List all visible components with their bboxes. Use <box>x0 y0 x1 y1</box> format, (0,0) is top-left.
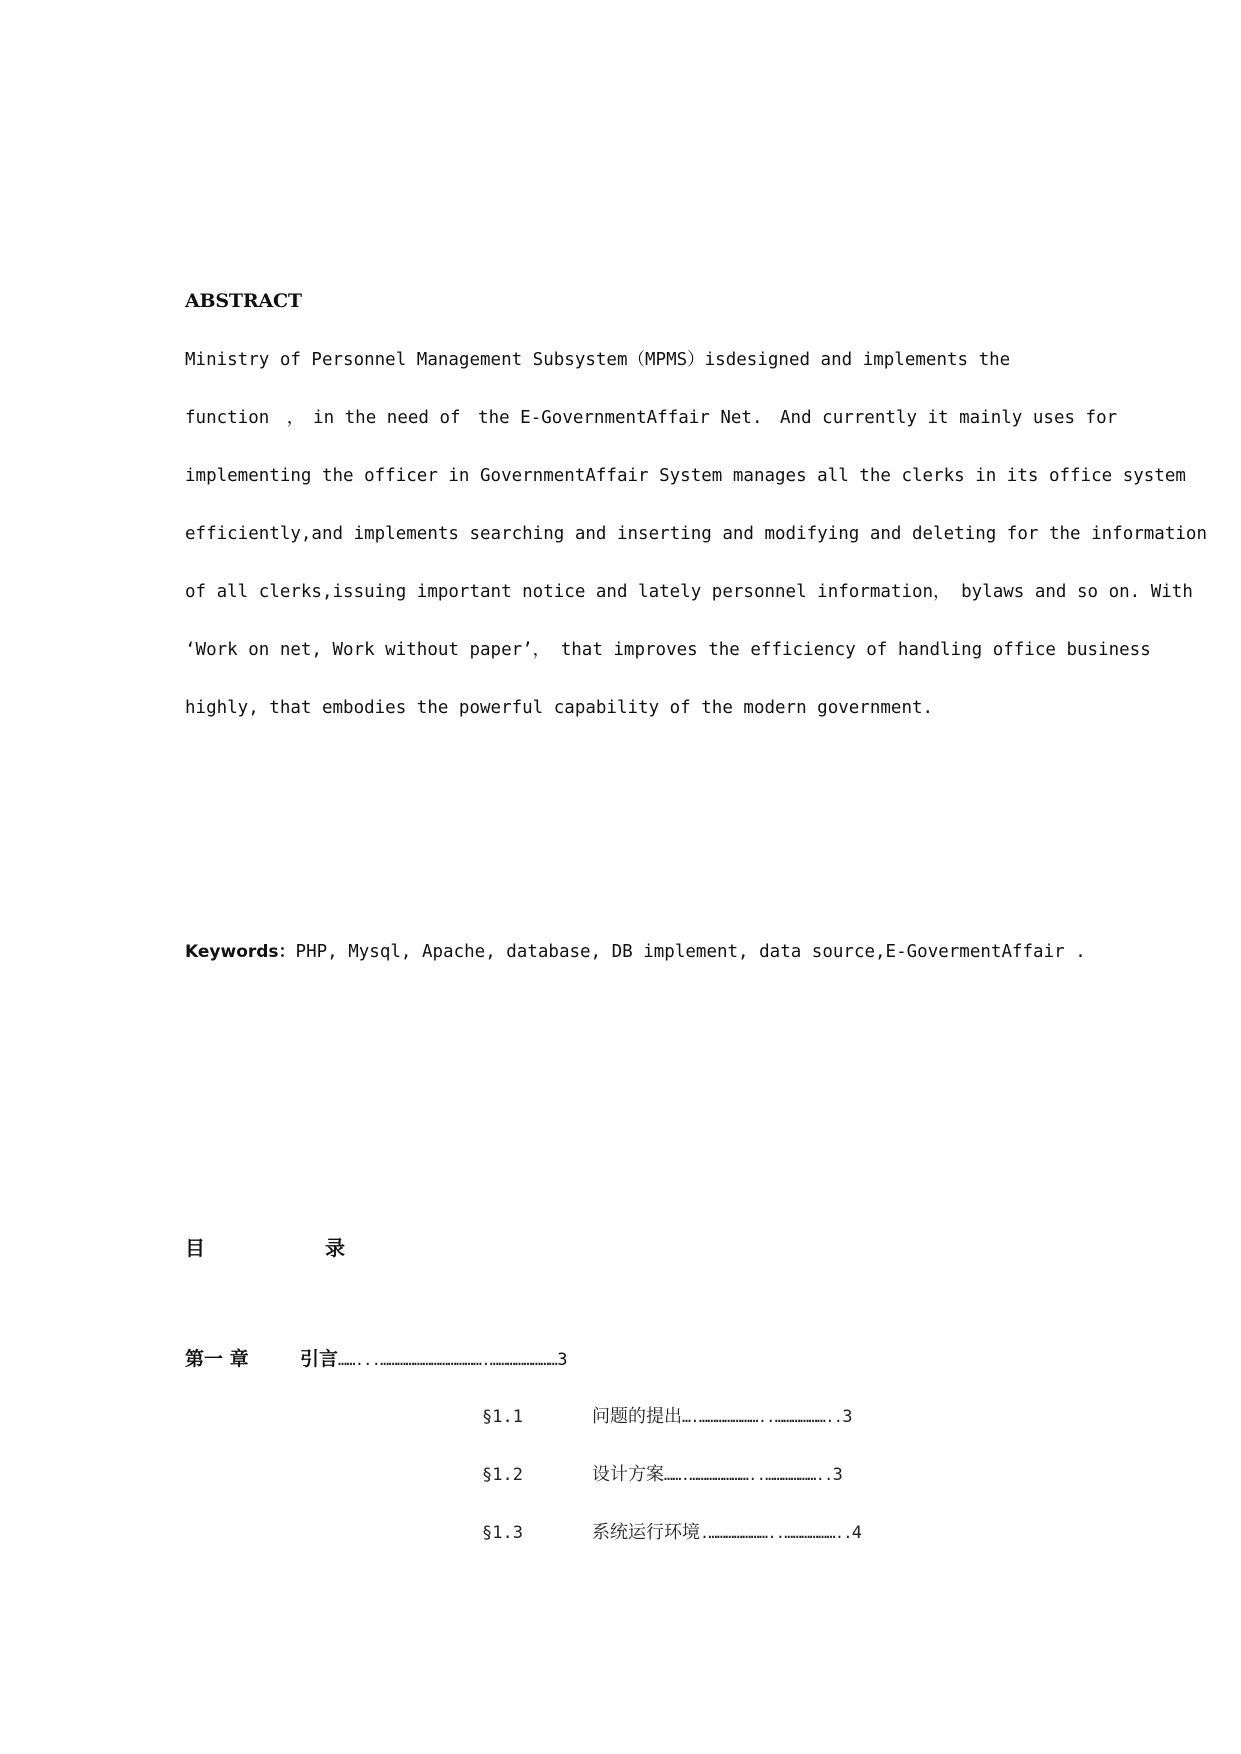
toc-section-1-2[interactable] <box>482 1463 843 1487</box>
keywords-label: Keywords： <box>185 942 296 962</box>
toc-section-title: 系统运行环境 <box>592 1522 700 1543</box>
toc-section-title: 问题的提出 <box>592 1406 682 1427</box>
toc-section-number: §1.2 <box>482 1465 523 1485</box>
abstract-heading: ABSTRACT <box>185 290 302 312</box>
toc-title-part2: 录 <box>325 1236 345 1260</box>
toc-section-leader: …….…………………..……………….. <box>664 1466 833 1484</box>
toc-chapter-1[interactable] <box>185 1347 567 1372</box>
toc-chapter-label: 第一 章 <box>185 1348 249 1370</box>
abstract-line-4: efficiently,and implements searching and inserting and modifying and deleting for the information <box>185 524 1207 544</box>
toc-section-number: §1.1 <box>482 1407 523 1427</box>
toc-chapter-leader: ……...……………………………….…………………… <box>338 1351 558 1369</box>
toc-chapter-page: 3 <box>557 1350 568 1370</box>
abstract-line-3: implementing the officer in GovernmentAffair System manages all the clerks in its office system <box>185 466 1186 486</box>
toc-section-page: 4 <box>851 1523 863 1543</box>
abstract-line-7: highly, that embodies the powerful capability of the modern government. <box>185 698 934 718</box>
toc-section-number: §1.3 <box>482 1523 523 1543</box>
toc-section-1-3[interactable] <box>482 1521 862 1545</box>
toc-chapter-title: 引言 <box>300 1348 339 1370</box>
toc-section-title: 设计方案 <box>592 1464 664 1485</box>
abstract-line-2: function ， in the need of the E-GovernmentAffair Net. And currently it mainly uses for <box>185 408 1118 428</box>
toc-section-page: 3 <box>842 1407 853 1427</box>
toc-section-1-1[interactable] <box>482 1405 852 1429</box>
keywords-line <box>185 940 1086 964</box>
toc-title-part1: 目 <box>185 1236 205 1260</box>
abstract-line-5: of all clerks,issuing important notice and lately personnel information， bylaws and so on. With <box>185 582 1193 602</box>
toc-section-leader: ….…………………..……………….. <box>682 1408 843 1426</box>
keywords-text: PHP, Mysql, Apache, database, DB implement, data source,E-GovermentAffair . <box>295 942 1086 962</box>
toc-section-page: 3 <box>832 1465 843 1485</box>
abstract-line-6: ‘Work on net, Work without paper’， that improves the efficiency of handling office business <box>185 640 1151 660</box>
abstract-line-1: Ministry of Personnel Management Subsystem（MPMS）isdesigned and implements the <box>185 350 1011 370</box>
toc-section-leader: .…………………..……………….. <box>700 1524 852 1542</box>
